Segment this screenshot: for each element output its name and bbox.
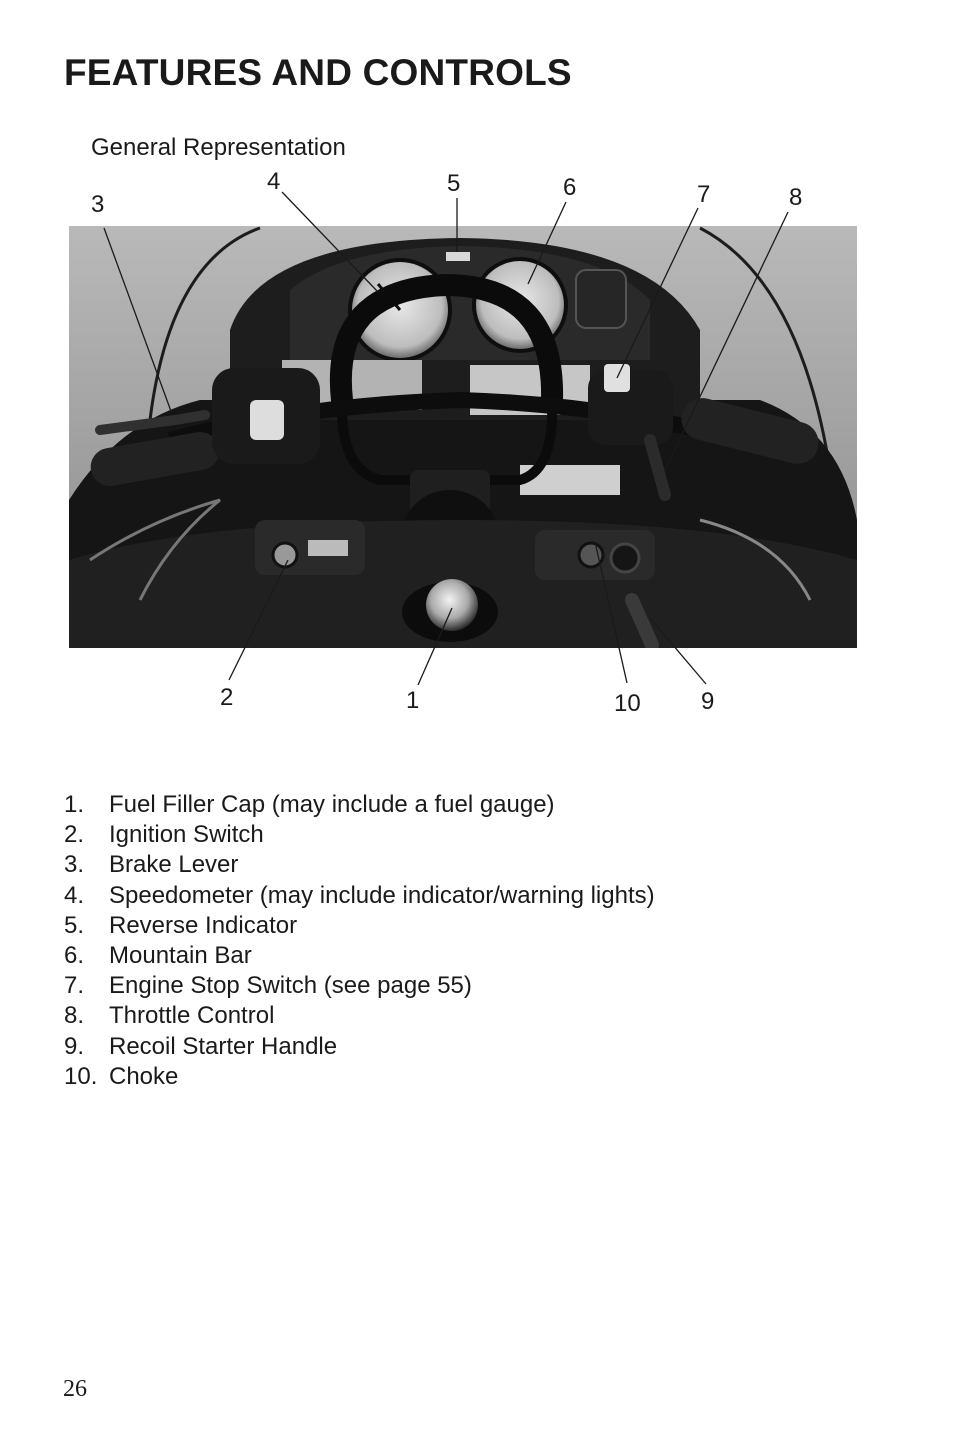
legend-item (64, 971, 655, 1001)
legend-number: 7. (64, 972, 85, 1000)
legend-number: 6. (64, 942, 85, 970)
page-number: 26 (63, 1376, 87, 1402)
legend-text: Reverse Indicator (109, 911, 298, 939)
legend-text: Speedometer (may include indicator/warning lights) (109, 881, 655, 909)
figure-caption: General Representation (91, 134, 346, 161)
fuel-filler-cap (426, 579, 478, 631)
legend-number: 10. (64, 1062, 98, 1090)
callout-6: 6 (563, 174, 577, 201)
legend-item (64, 941, 655, 971)
legend-number: 2. (64, 821, 85, 849)
legend-text: Recoil Starter Handle (109, 1032, 338, 1060)
ignition-switch (273, 543, 297, 567)
callout-2: 2 (220, 684, 234, 711)
legend-number: 3. (64, 851, 85, 879)
legend-item (64, 820, 655, 850)
callout-10: 10 (614, 690, 641, 717)
callout-3: 3 (91, 191, 105, 218)
legend-text: Throttle Control (109, 1002, 275, 1030)
callout-4: 4 (267, 168, 281, 195)
legend-text: Mountain Bar (109, 942, 252, 970)
controls-legend (64, 790, 655, 1092)
legend-text: Brake Lever (109, 851, 239, 879)
legend-number: 5. (64, 911, 85, 939)
legend-number: 9. (64, 1032, 85, 1060)
legend-item (64, 1032, 655, 1062)
legend-number: 4. (64, 881, 85, 909)
reverse-indicator-light (446, 252, 470, 261)
legend-item (64, 790, 655, 820)
legend-number: 1. (64, 791, 85, 818)
legend-item (64, 850, 655, 880)
legend-text: Ignition Switch (109, 821, 264, 849)
legend-number: 8. (64, 1002, 85, 1030)
legend-item (64, 1062, 655, 1092)
legend-text: Choke (109, 1062, 179, 1090)
legend-item (64, 881, 655, 911)
legend-text: Engine Stop Switch (see page 55) (109, 972, 472, 1000)
callout-8: 8 (789, 184, 803, 211)
controls-photo (69, 226, 857, 648)
legend-item (64, 911, 655, 941)
legend-item (64, 1001, 655, 1031)
page-title: FEATURES AND CONTROLS (64, 52, 572, 93)
callout-7: 7 (697, 181, 711, 208)
callout-9: 9 (701, 688, 715, 715)
legend-text: Fuel Filler Cap (may include a fuel gauge) (109, 791, 555, 818)
callout-5: 5 (447, 170, 461, 197)
callout-1: 1 (406, 687, 420, 714)
